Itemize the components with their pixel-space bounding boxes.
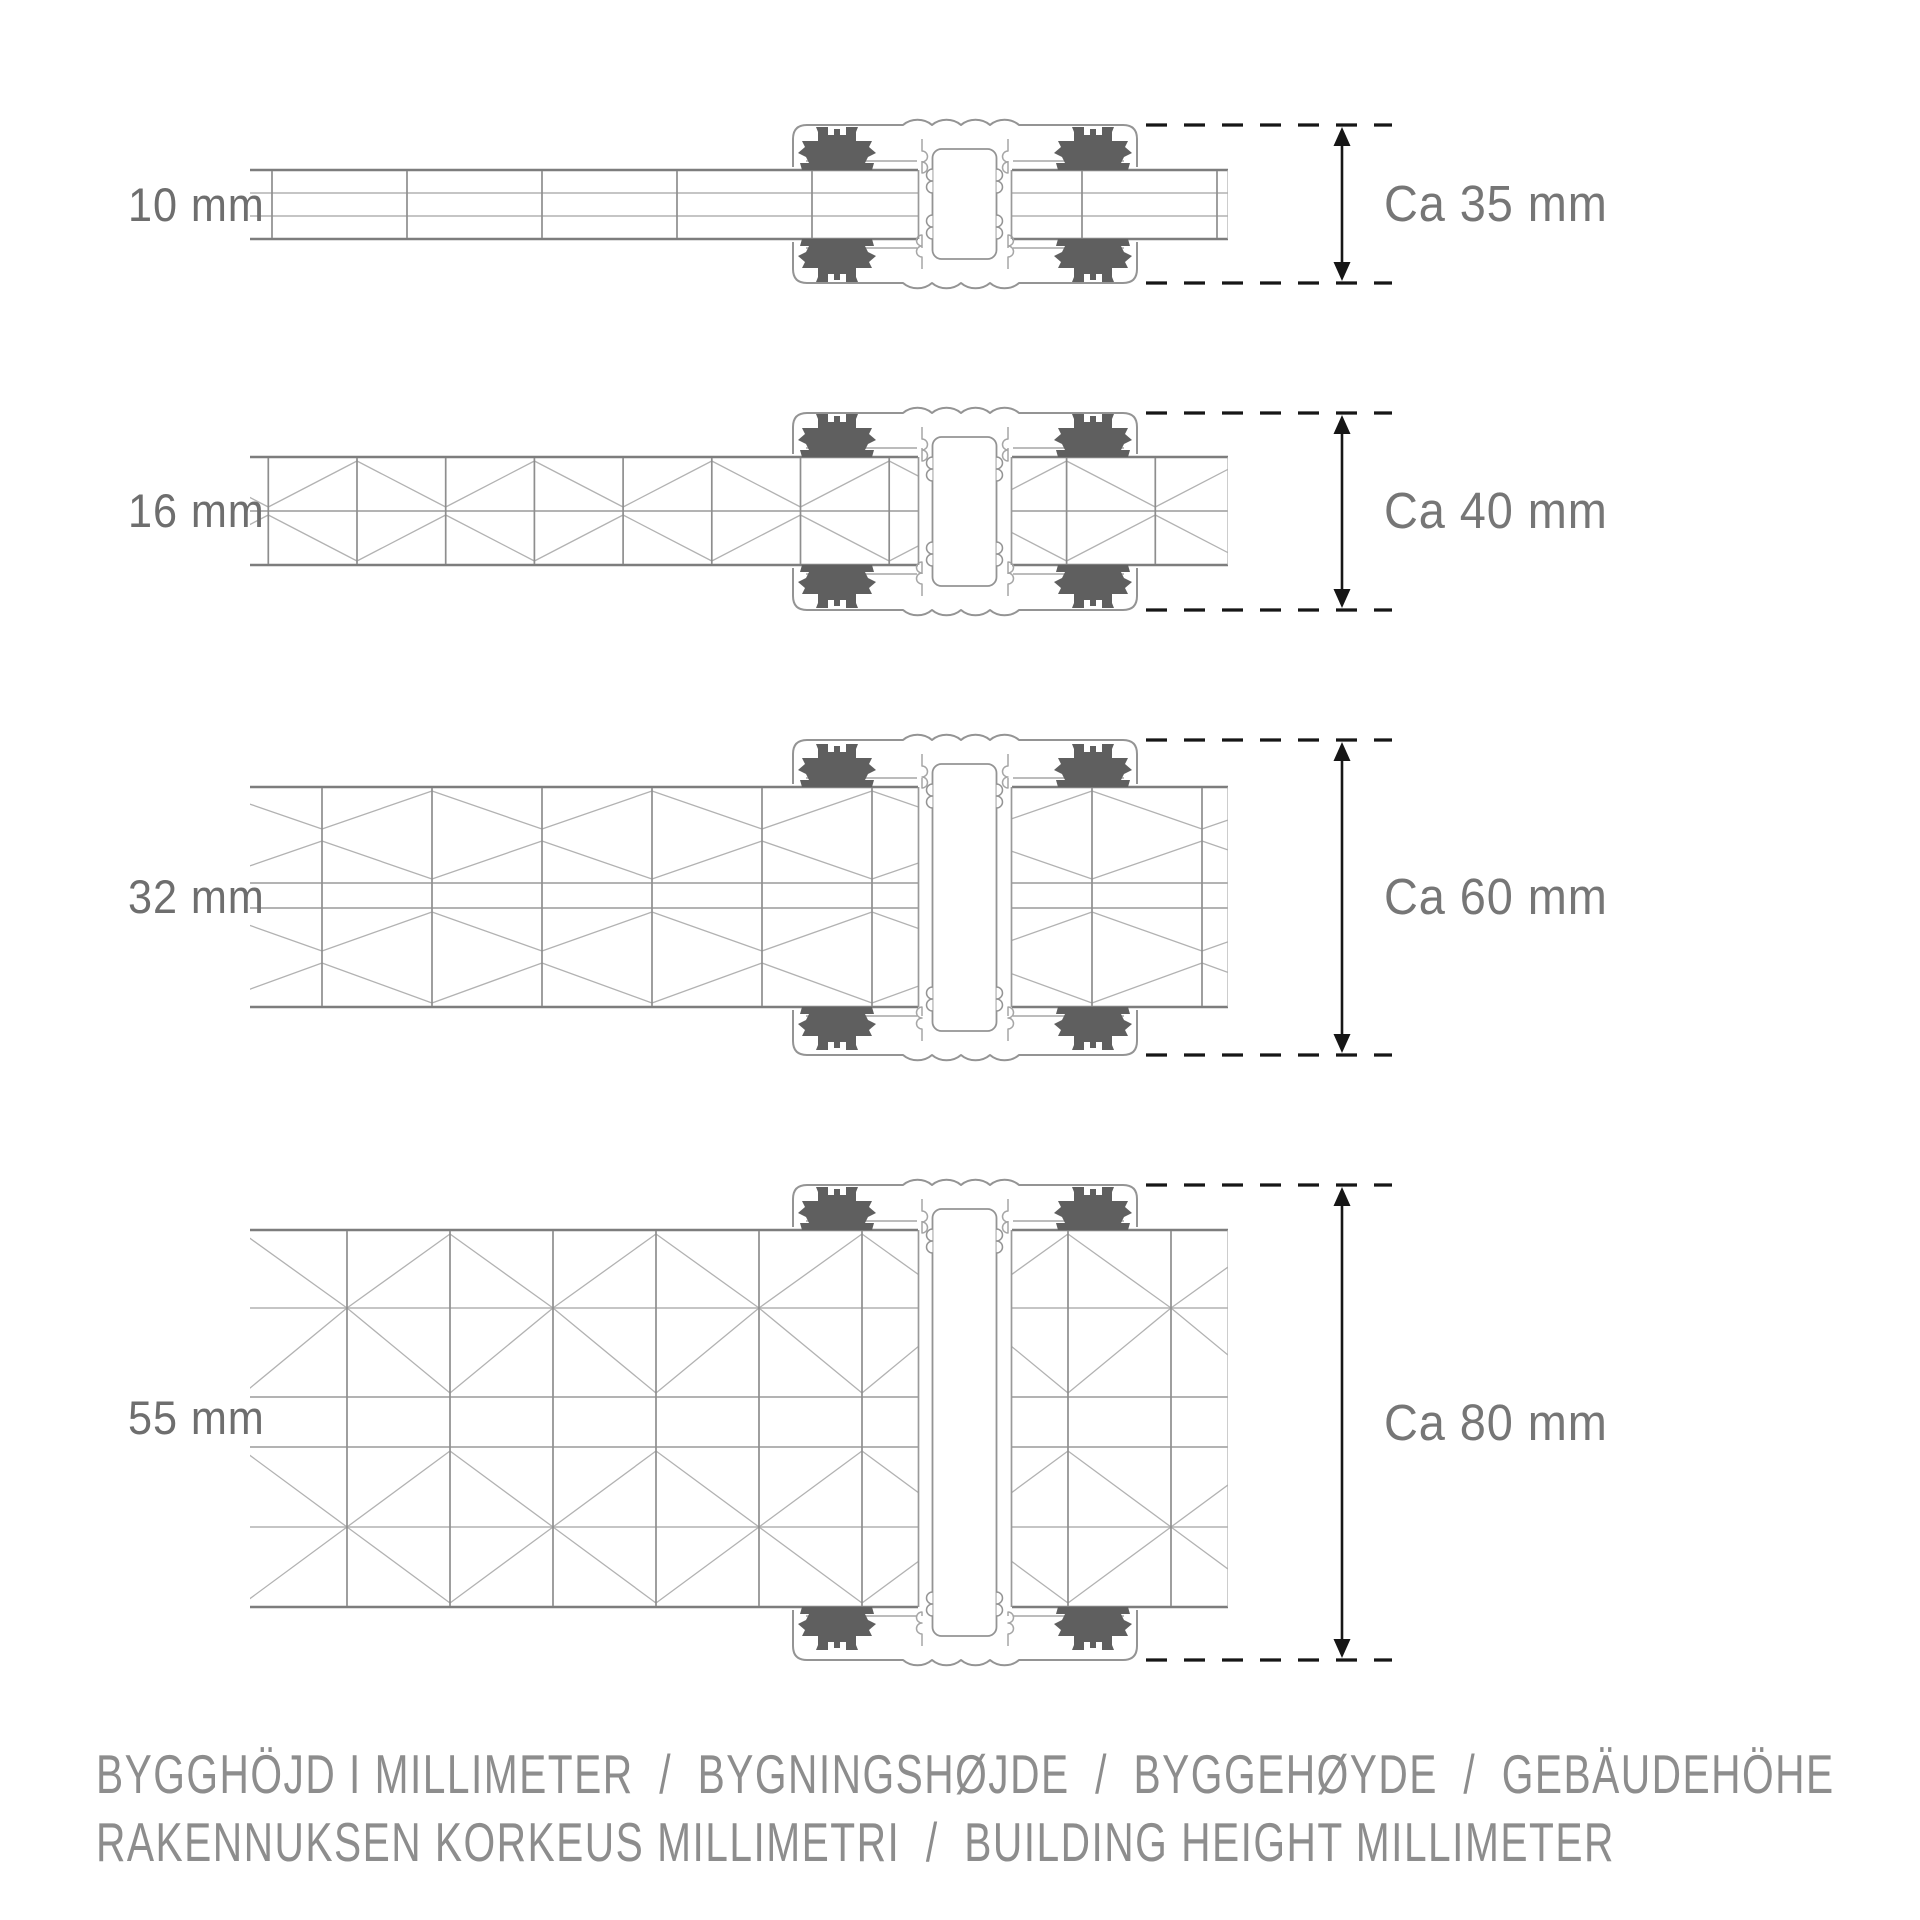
- gasket-shape: [1054, 1607, 1132, 1650]
- footer-caption-line-2: RAKENNUKSEN KORKEUS MILLIMETRI / BUILDING HEIGHT MILLIMETER: [96, 1811, 1615, 1873]
- build-height-label-60mm: Ca 60 mm: [1384, 868, 1608, 925]
- panel-thickness-label-16mm: 16 mm: [128, 484, 265, 537]
- footer-caption-line-1: BYGGHÖJD I MILLIMETER / BYGNINGSHØJDE / BYGGEHØYDE / GEBÄUDEHÖHE: [96, 1743, 1835, 1805]
- gasket-shape: [1054, 1007, 1132, 1050]
- gasket-shape: [1054, 127, 1132, 170]
- gasket-shape: [1054, 1187, 1132, 1230]
- gasket-shape: [1054, 414, 1132, 457]
- gasket-shape: [798, 744, 876, 787]
- gasket-shape: [1054, 239, 1132, 282]
- gasket-shape: [798, 239, 876, 282]
- gasket-shape: [798, 1187, 876, 1230]
- gasket-shape: [798, 414, 876, 457]
- build-height-label-35mm: Ca 35 mm: [1384, 175, 1608, 232]
- panel-thickness-label-32mm: 32 mm: [128, 870, 265, 923]
- gasket-shape: [1054, 565, 1132, 608]
- panel-thickness-label-10mm: 10 mm: [128, 178, 265, 231]
- build-height-label-40mm: Ca 40 mm: [1384, 482, 1608, 539]
- gasket-shape: [798, 565, 876, 608]
- gasket-shape: [1054, 744, 1132, 787]
- build-height-label-80mm: Ca 80 mm: [1384, 1394, 1608, 1451]
- gasket-shape: [798, 1007, 876, 1050]
- gasket-shape: [798, 127, 876, 170]
- gasket-shape: [798, 1607, 876, 1650]
- panel-thickness-label-55mm: 55 mm: [128, 1391, 265, 1444]
